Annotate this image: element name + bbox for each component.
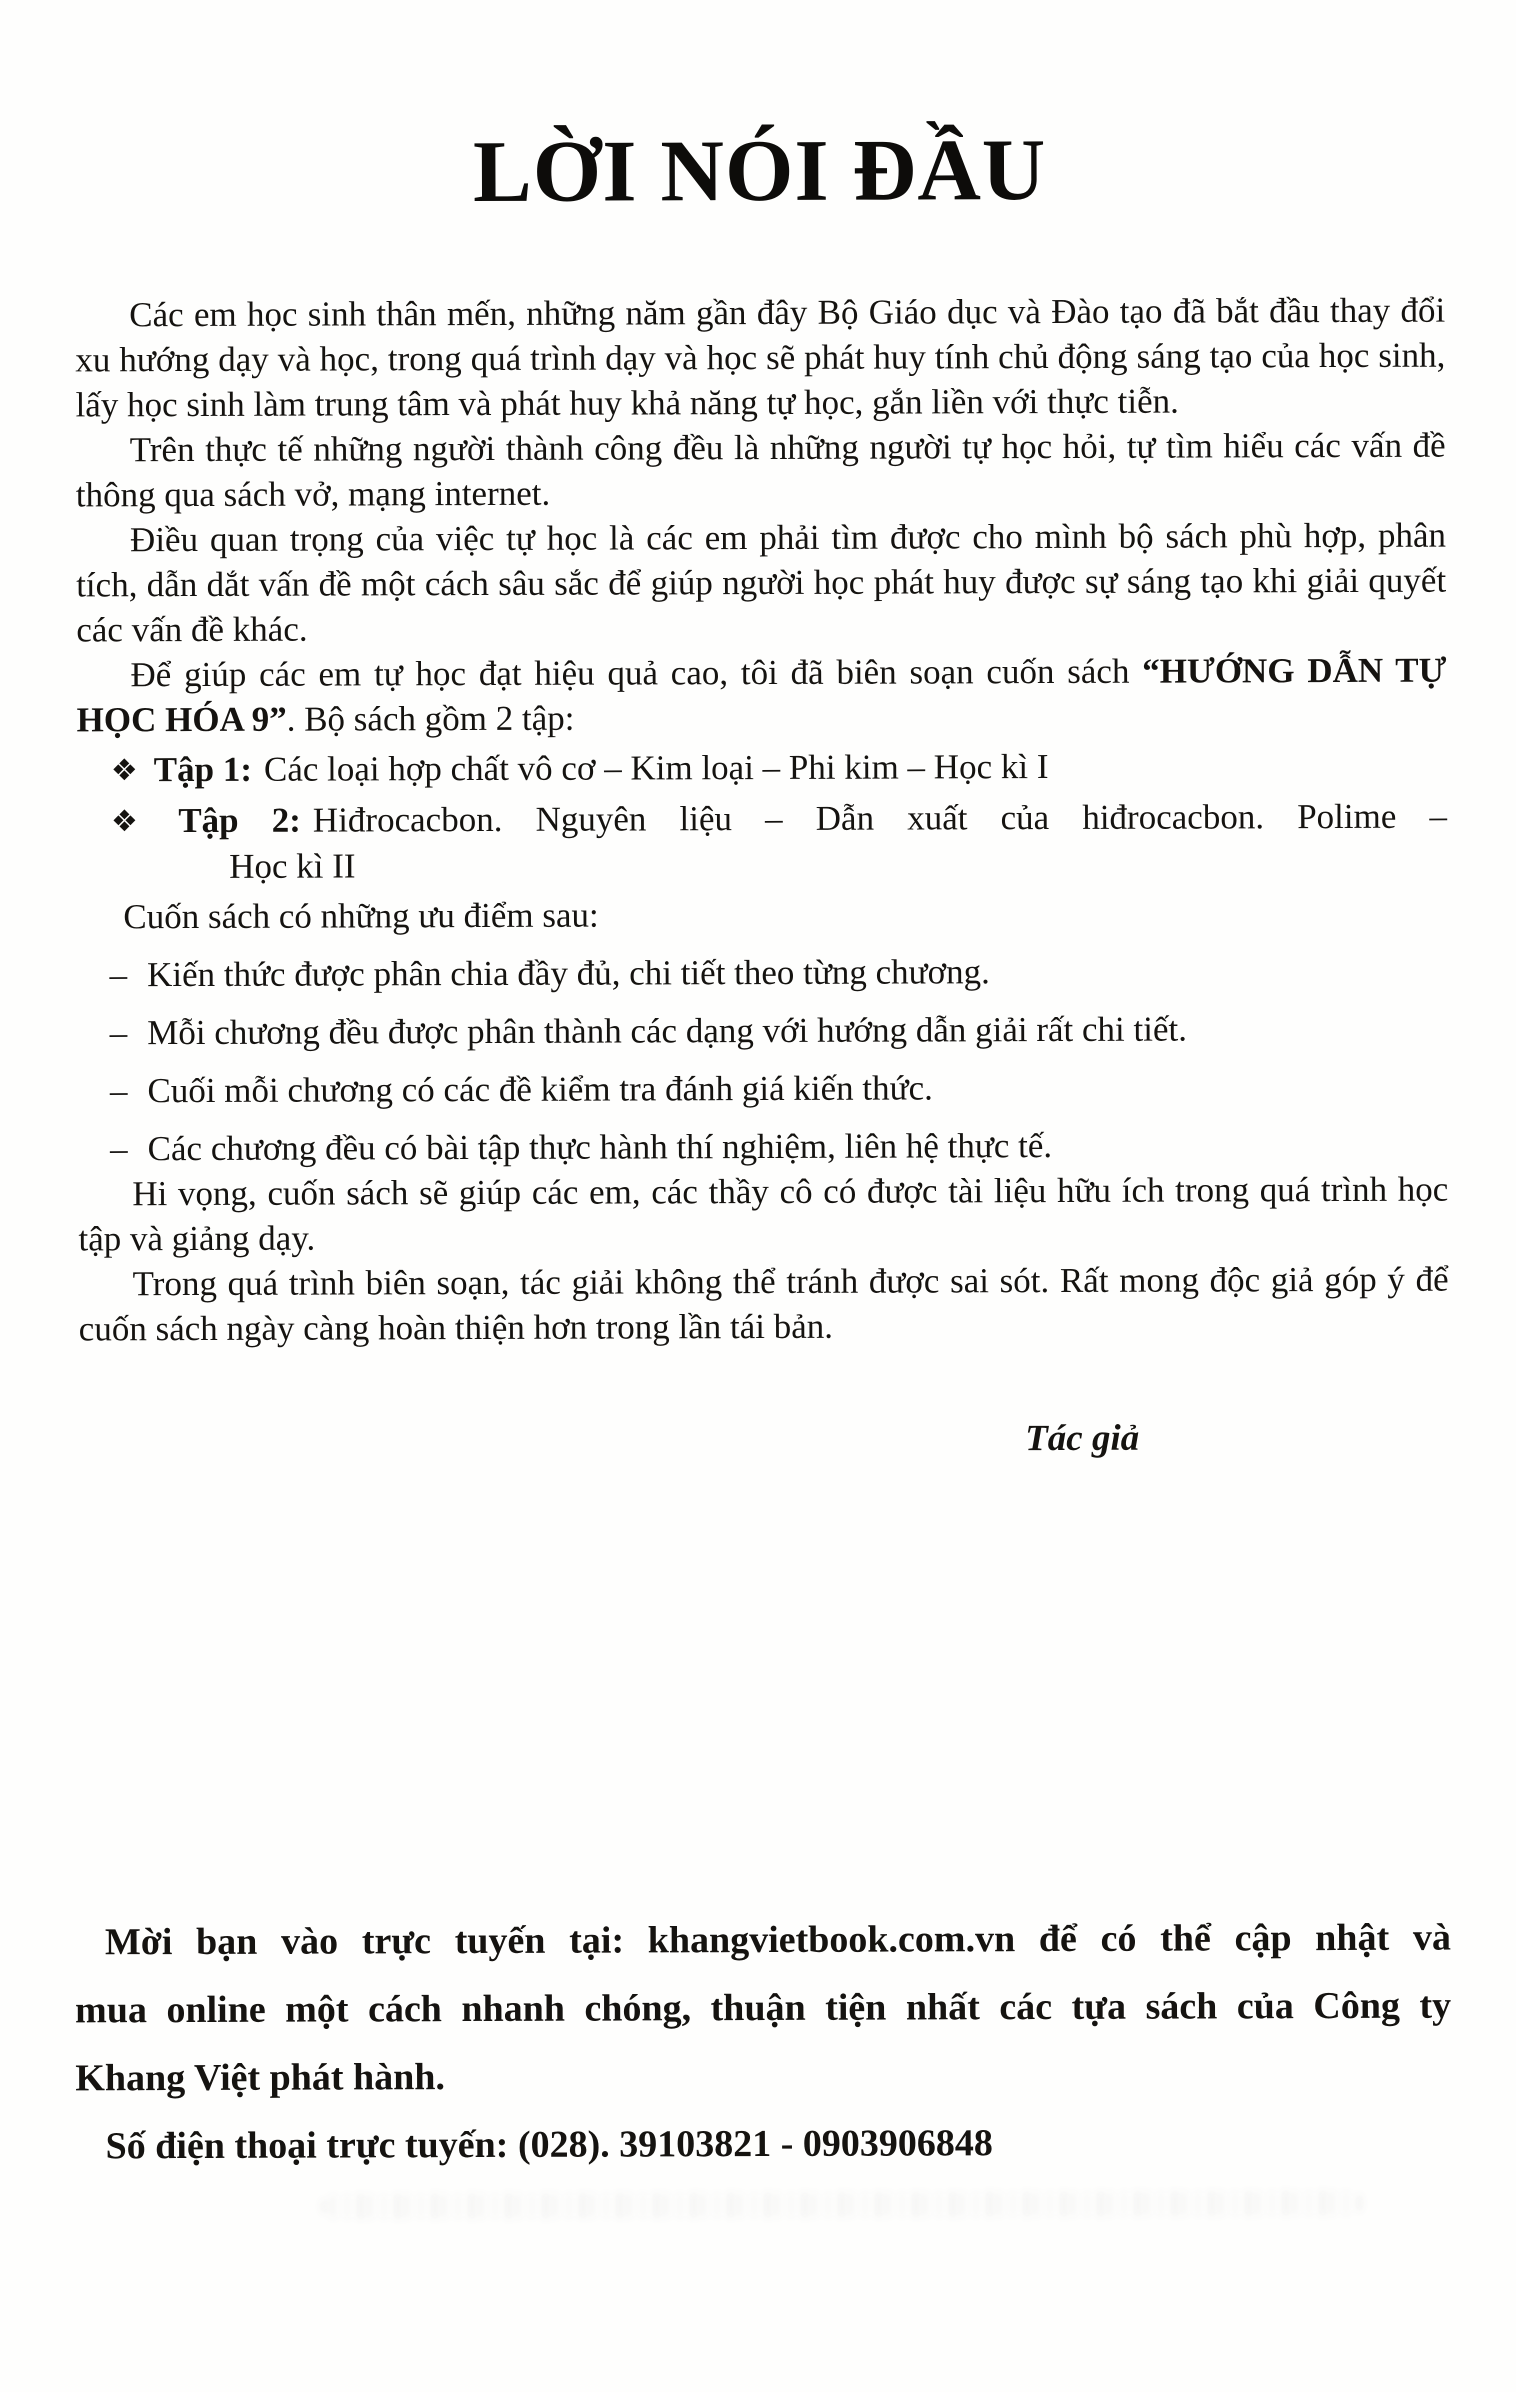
feature-text: Mỗi chương đều được phân thành các dạng với hướng dẫn giải rất chi tiết. xyxy=(147,1009,1187,1053)
dash-icon: – xyxy=(109,955,128,995)
volume-2-text: Hiđrocacbon. Nguyên liệu – Dẫn xuất của hiđrocacbon. Polime – xyxy=(312,796,1448,840)
volume-2-line-1 xyxy=(77,794,1447,845)
dash-icon: – xyxy=(109,1013,128,1053)
book-intro-paragraph xyxy=(76,648,1446,743)
footer-line-2: mua online một cách nhanh chóng, thuận tiện nhất các tựa sách của Công ty xyxy=(75,1984,1452,2032)
feature-item-1 xyxy=(77,948,1447,998)
publisher-footer xyxy=(75,1904,1452,2181)
footer-phone-line: Số điện thoại trực tuyến: (028). 39103821 - 0903906848 xyxy=(105,2122,993,2168)
intro-paragraph-2: Trên thực tế những người thành công đều là những người tự học hỏi, tự tìm hiểu các vấn đề thông qua sách vở, mạng internet. xyxy=(75,425,1446,515)
features-heading: Cuốn sách có những ưu điểm sau: xyxy=(123,895,599,937)
volume-1-label: Tập 1: xyxy=(153,749,253,790)
footer-line-1: Mời bạn vào trực tuyến tại: khangvietbook.com.vn để có thể cập nhật và xyxy=(104,1916,1451,1964)
volume-1-line xyxy=(77,743,1447,794)
page-title: LỜI NÓI ĐẦU xyxy=(472,122,1047,222)
diamond-bullet-icon: ❖ xyxy=(110,804,163,840)
feature-text: Cuối mỗi chương có các đề kiểm tra đánh giá kiến thức. xyxy=(147,1068,933,1111)
book-title-bold: “HƯỚNG DẪN TỰ HỌC HÓA 9” xyxy=(76,650,1447,740)
intro-paragraph-1: Các em học sinh thân mến, những năm gần đây Bộ Giáo dục và Đào tạo đã bắt đầu thay đổi xu hướng dạy và học, trong quá trình dạy và học sẽ phát huy tính chủ động sáng tạo của học sinh, lấy học sinh làm trung tâm và phát huy khả năng tự học, gắn liền với thực tiễn. xyxy=(75,290,1446,425)
dash-icon: – xyxy=(109,1071,128,1111)
feature-text: Kiến thức được phân chia đầy đủ, chi tiết theo từng chương. xyxy=(146,952,990,995)
closing-paragraph-2: Trong quá trình biên soạn, tác giải không thể tránh được sai sót. Rất mong độc giả góp ý để cuốn sách ngày càng hoàn thiện hơn trong lần tái bản. xyxy=(78,1259,1449,1349)
author-signature: Tác giả xyxy=(1025,1417,1140,1460)
feature-text: Các chương đều có bài tập thực hành thí nghiệm, liên hệ thực tế. xyxy=(147,1125,1053,1169)
feature-item-4 xyxy=(78,1122,1448,1172)
page-content xyxy=(74,0,1452,2220)
body-text xyxy=(75,288,1452,2221)
feature-item-3 xyxy=(78,1064,1448,1114)
diamond-bullet-icon: ❖ xyxy=(110,753,138,789)
feature-item-2 xyxy=(78,1006,1448,1056)
intro-paragraph-3: Điều quan trọng của việc tự học là các em phải tìm được cho mình bộ sách phù hợp, phân tích, dẫn dắt vấn đề một cách sâu sắc để giúp người học phát huy được sự sáng tạo khi giải quyết các vấn đề khác. xyxy=(76,515,1447,650)
volume-item-1 xyxy=(77,743,1447,794)
volume-item-2 xyxy=(77,794,1447,890)
volume-2-label: Tập 2: xyxy=(178,800,301,841)
scan-artifact xyxy=(322,2190,1362,2220)
book-intro-before: Để giúp các em tự học đạt hiệu quả cao, tôi đã biên soạn cuốn sách xyxy=(130,651,1143,695)
closing-paragraph-1: Hi vọng, cuốn sách sẽ giúp các em, các thầy cô có được tài liệu hữu ích trong quá trình học tập và giảng dạy. xyxy=(78,1169,1449,1259)
volume-1-text: Các loại hợp chất vô cơ – Kim loại – Phi kim – Học kì I xyxy=(263,747,1049,789)
dash-icon: – xyxy=(110,1129,128,1169)
footer-line-3: Khang Việt phát hành. xyxy=(75,2056,446,2100)
volume-2-line-2: Học kì II xyxy=(229,846,356,886)
book-intro-after: . Bộ sách gồm 2 tập: xyxy=(286,698,575,739)
